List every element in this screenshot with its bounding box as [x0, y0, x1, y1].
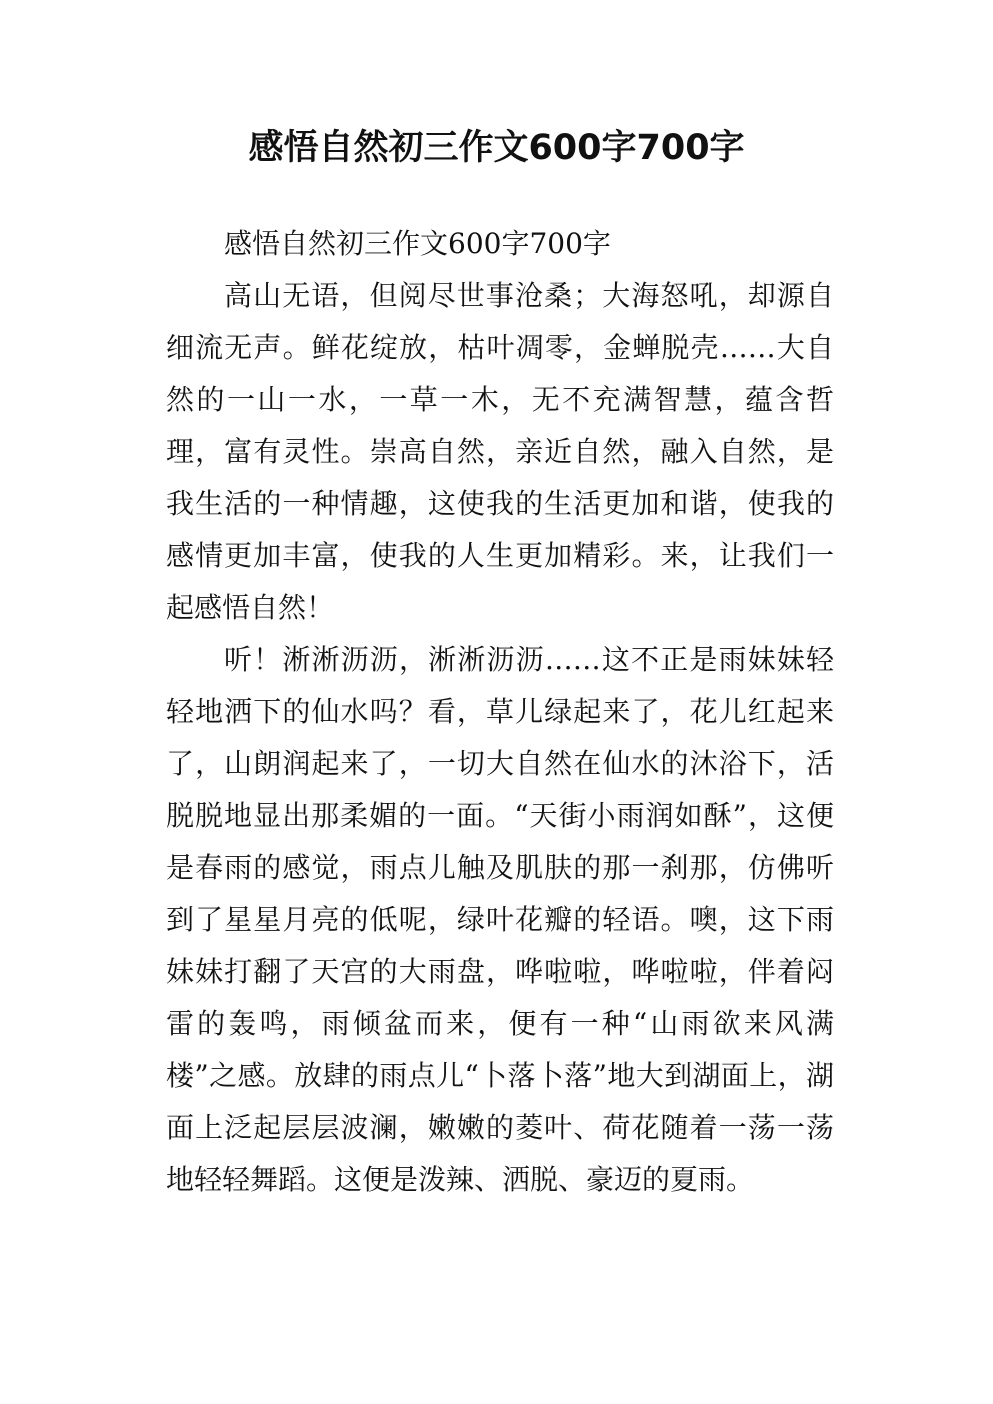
subtitle-paragraph: 感悟自然初三作文600字700字: [224, 227, 611, 260]
body-paragraph-intro: 高山无语，但阅尽世事沧桑；大海怒吼，却源自细流无声。鲜花绽放，枯叶凋零，金蝉脱壳……大自然的一山一水，一草一木，无不充满智慧，蕴含哲理，富有灵性。崇高自然，亲近自然，融入自然，是我生活的一种情趣，这使我的生活更加和谐，使我的感情更加丰富，使我的人生更加精彩。来，让我们一起感悟自然！: [166, 279, 834, 624]
document-title: 感悟自然初三作文600字700字: [248, 128, 745, 168]
document-body: [166, 218, 834, 1206]
body-paragraph-summer-rain: 听！淅淅沥沥，淅淅沥沥……这不正是雨妹妹轻轻地洒下的仙水吗？看，草儿绿起来了，花儿红起来了，山朗润起来了，一切大自然在仙水的沐浴下，活脱脱地显出那柔媚的一面。“天街小雨润如酥”，这便是春雨的感觉，雨点儿触及肌肤的那一刹那，仿佛听到了星星月亮的低呢，绿叶花瓣的轻语。噢，这下雨妹妹打翻了天宫的大雨盘，哗啦啦，哗啦啦，伴着闷雷的轰鸣，雨倾盆而来，便有一种“山雨欲来风满楼”之感。放肆的雨点儿“卜落卜落”地大到湖面上，湖面上泛起层层波澜，嫩嫩的菱叶、荷花随着一荡一荡地轻轻舞蹈。这便是泼辣、洒脱、豪迈的夏雨。: [166, 643, 834, 1196]
